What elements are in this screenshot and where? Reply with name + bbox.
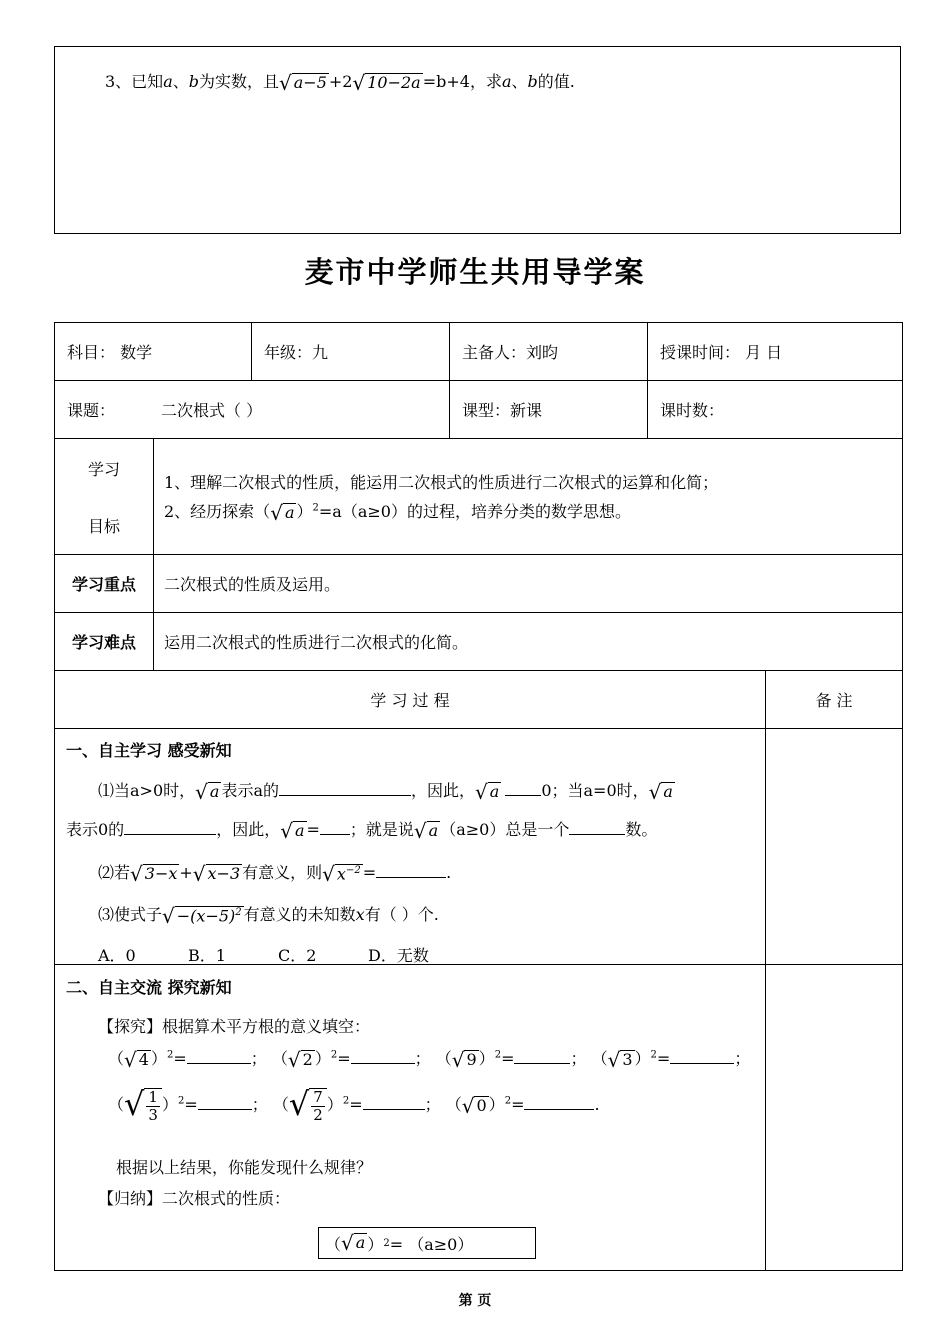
s2-item-3: （ √ 9 ）$^2$= ； — [435, 1047, 587, 1072]
header-row-1 — [55, 323, 903, 381]
sum-radical: √ a — [341, 1231, 366, 1255]
key-points-label: 学习重点 — [55, 555, 154, 613]
q3-rad2-inner: 10−2a — [367, 72, 421, 92]
goals-row — [55, 439, 903, 555]
s1-p3a: ⑵若 — [98, 863, 131, 882]
q3-mid: 为实数，且 — [199, 72, 280, 91]
s1-p1f: 0；当 — [541, 781, 584, 800]
q3-a: a — [163, 72, 173, 91]
goals-label — [55, 439, 154, 555]
header-row-2 — [55, 381, 903, 439]
sum-sup: 2 — [383, 1237, 390, 1249]
s2-r1-v2: 2 — [302, 1049, 313, 1069]
topic-label: 课题： — [67, 401, 116, 420]
process-header-row — [55, 671, 903, 729]
s2-blank-2[interactable] — [351, 1049, 415, 1064]
s1-rad-a-4: √ a — [280, 818, 305, 843]
s2-blank-5[interactable] — [198, 1095, 252, 1110]
s1-rad-a-2: √ a — [475, 779, 500, 804]
lesson-type-cell: 课型：新课 — [450, 381, 648, 439]
s1-p3-r1: 3−x — [144, 863, 178, 883]
s1-p3-sup: −2 — [345, 864, 361, 876]
page-number: 第 页 — [458, 1293, 492, 1309]
s2-item-1: （ √ 4 ）$^2$= ； — [108, 1047, 267, 1072]
sum-rad-inner: a — [355, 1233, 366, 1252]
s1-p2d: ；就是说 — [349, 820, 414, 839]
s2-blank-7[interactable] — [524, 1095, 594, 1110]
s1-line-1 — [98, 778, 675, 802]
s1-p3-plus: + — [179, 863, 193, 882]
s1-p1b: a>0时， — [130, 781, 196, 800]
goal-item-2 — [164, 499, 902, 523]
s1-rad-a-3: √ a — [648, 779, 673, 804]
s2-item-2: （ √ 2 ）$^2$= ； — [271, 1047, 431, 1072]
s1-p2f: 数。 — [625, 820, 658, 839]
s1-blank-4[interactable] — [320, 820, 350, 835]
s1-p2e: （a≥0）总是一个 — [440, 820, 570, 839]
q3-end: 的值. — [537, 72, 575, 91]
s1-p4a: ⑶使式子 — [98, 905, 163, 924]
summary-label: 【归纳】二次根式的性质： — [98, 1189, 291, 1208]
q3-eq: =b+4，求 — [422, 72, 502, 91]
sum-rest: = （a≥0） — [389, 1234, 474, 1254]
s1-p1e: ，因此， — [411, 781, 476, 800]
sum-open: （ — [325, 1234, 342, 1254]
goal2-post: ） — [296, 502, 313, 522]
q3-rad1-inner: a−5 — [293, 72, 327, 92]
s1-rad-a-5: √ a — [413, 818, 439, 843]
s1-rad-x3: √ x−3 — [192, 861, 241, 886]
process-header: 学 习 过 程 — [55, 671, 766, 729]
s2-row-1 — [108, 1046, 750, 1070]
remarks-header: 备 注 — [766, 671, 903, 729]
q3-plus2: +2 — [328, 72, 353, 91]
s1-p3b: 有意义，则 — [242, 863, 323, 882]
grade-cell: 年级：九 — [252, 323, 450, 381]
option-d[interactable]: D．无数 — [368, 946, 429, 965]
s2-blank-4[interactable] — [670, 1049, 734, 1064]
s2-r1-v1: 4 — [138, 1049, 149, 1069]
q3-b2: b — [527, 72, 538, 91]
page-title: 麦市中学师生共用导学案 — [304, 255, 646, 289]
s1-p4c: 有（ ）个. — [364, 905, 439, 924]
s1-p4-r: −(x−5) — [176, 905, 236, 925]
goal2-sup: 2 — [312, 502, 319, 514]
s1-p1c: 表示 — [221, 781, 254, 800]
section2-heading: 二、自主交流 探究新知 — [66, 978, 232, 997]
section2-remarks — [766, 965, 903, 1271]
s1-line-4 — [98, 902, 439, 926]
key-points-row — [55, 555, 903, 613]
s1-p3-r2: x−3 — [207, 863, 241, 883]
s1-blank-1[interactable] — [279, 781, 411, 796]
goal-item-1: 1、理解二次根式的性质，能运用二次根式的性质进行二次根式的运算和化简； — [164, 473, 719, 493]
difficulties-text: 运用二次根式的性质进行二次根式的化简。 — [154, 613, 903, 671]
s2-frac1-n: 1 — [148, 1088, 158, 1106]
s2-frac1-d: 3 — [148, 1105, 158, 1124]
goals-content — [154, 439, 903, 555]
s1-rad-xm2: √ $x^{-2}$ — [322, 861, 361, 886]
s1-p3c: = — [362, 863, 377, 882]
option-b[interactable]: B．1 — [188, 946, 226, 965]
s2-item-6: （ √ $\frac{7}{2}$ ）$^2$= ； — [272, 1085, 441, 1124]
goal2-pre: 2、经历探索（ — [164, 502, 271, 522]
q3-sep1: 、 — [172, 72, 189, 91]
s2-row-2 — [108, 1085, 600, 1124]
s1-line-3 — [98, 860, 451, 884]
option-c[interactable]: C．2 — [278, 946, 317, 965]
s1-blank-6[interactable] — [376, 863, 446, 878]
s2-item-4: （ √ 3 ）$^2$= ； — [591, 1047, 751, 1072]
question-3 — [105, 69, 575, 93]
summary-formula-box — [318, 1227, 536, 1259]
section1-row — [55, 729, 903, 965]
s2-blank-1[interactable] — [187, 1049, 251, 1064]
teach-time-cell: 授课时间： 月 日 — [648, 323, 903, 381]
s1-p2c: = — [306, 820, 320, 839]
sum-close: ） — [367, 1234, 384, 1254]
s1-blank-3[interactable] — [124, 820, 216, 835]
s1-p2b: ，因此， — [216, 820, 281, 839]
option-a[interactable]: A．0 — [98, 946, 136, 965]
key-points-text: 二次根式的性质及运用。 — [154, 555, 903, 613]
s1-options — [98, 943, 429, 966]
s1-p2a: 表示0的 — [66, 820, 125, 839]
s1-line-2 — [66, 817, 657, 841]
s1-blank-5[interactable] — [569, 820, 625, 835]
periods-cell: 课时数： — [648, 381, 903, 439]
subject-cell: 科目： 数学 — [55, 323, 252, 381]
goals-label-1: 学习 — [87, 459, 120, 479]
s2-r2-v3: 0 — [476, 1095, 487, 1115]
s1-rad-x5: √ $-(x-5)^2$ — [162, 903, 242, 928]
s1-rad-3x: √ 3−x — [130, 861, 178, 886]
goal2-rest: =a（a≥0）的过程，培养分类的数学思想。 — [318, 502, 631, 522]
s1-p1g: a=0时， — [583, 781, 649, 800]
s1-blank-2[interactable] — [505, 781, 541, 796]
s1-p4-x: x — [355, 905, 365, 924]
q3-b: b — [188, 72, 199, 91]
s1-p3d: . — [446, 863, 452, 882]
s1-p1d: a的 — [253, 781, 280, 800]
topic-cell — [55, 381, 450, 439]
q3-a2: a — [501, 72, 512, 91]
s2-r1-v3: 9 — [466, 1049, 477, 1069]
s1-p3-r3: x — [336, 863, 346, 883]
topic-value: 二次根式（ ） — [161, 401, 263, 420]
q3-sep2: 、 — [511, 72, 528, 91]
s1-p4-sup: 2 — [235, 906, 242, 918]
s2-item-5: （ √ $\frac{1}{3}$ ）$^2$= ； — [108, 1085, 268, 1124]
explore-label: 【探究】根据算术平方根的意义填空： — [98, 1017, 371, 1036]
goals-label-2: 目标 — [87, 516, 120, 536]
section1-cell — [55, 729, 766, 965]
s2-frac2-n: 7 — [313, 1088, 323, 1106]
s2-r1-v4: 3 — [622, 1049, 633, 1069]
q3-radical-2: √ 10−2a — [352, 70, 421, 95]
s2-frac2-d: 2 — [313, 1105, 323, 1124]
difficulties-label: 学习难点 — [55, 613, 154, 671]
preparer-cell: 主备人：刘昀 — [450, 323, 648, 381]
top-question-box — [54, 46, 901, 234]
s1-p4b: 有意义的未知数 — [243, 905, 356, 924]
q3-prefix: 3、已知 — [105, 72, 164, 91]
difficulties-row — [55, 613, 903, 671]
pattern-question: 根据以上结果，你能发现什么规律？ — [116, 1158, 373, 1177]
q3-radical-1: √ a−5 — [279, 70, 327, 95]
section1-remarks — [766, 729, 903, 965]
section1-heading: 一、自主学习 感受新知 — [66, 741, 232, 760]
goal2-radical: √ a — [270, 500, 295, 525]
s1-p1a: ⑴当 — [98, 781, 131, 800]
goal2-rad-inner: a — [284, 502, 295, 522]
s2-blank-3[interactable] — [514, 1049, 570, 1064]
s2-item-7: （ √ 0 ）$^2$= . — [445, 1093, 600, 1118]
s2-blank-6[interactable] — [363, 1095, 425, 1110]
s1-rad-a-1: √ a — [195, 779, 220, 804]
